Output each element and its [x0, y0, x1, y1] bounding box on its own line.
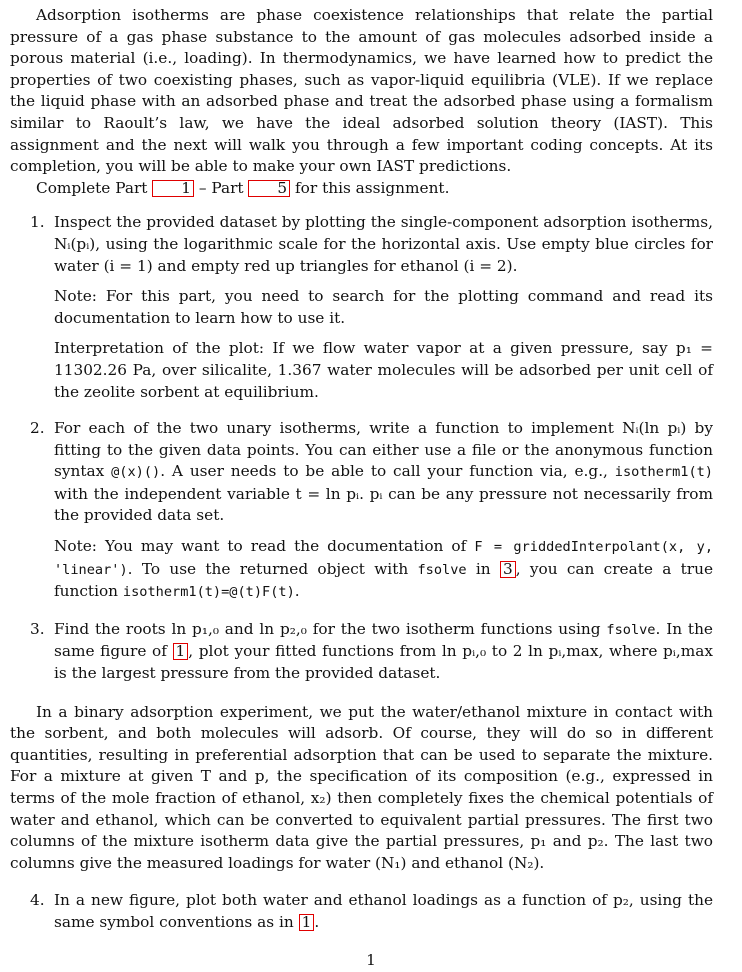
code-isotherm-definition: isotherm1(t)=@(t)F(t)	[122, 584, 295, 601]
binary-paragraph: In a binary adsorption experiment, we put the water/ethanol mixture in contact with the sorbent, and both molecules will adsorb. Of course, they will do so in different quantities, resulting in preferential adsorption that can be used to separate the mixture. For a mixture at given T and p, the specification of its composition (e.g., expressed in terms of the mole fraction of ethanol, x₂) then completely fixes the chemical potentials of water and ethanol, which can be converted to equivalent partial pressures. The first two columns of the mixture isotherm data give the partial pressures, p₁ and p₂. The last two columns give the measured loadings for water (N₁) and ethanol (N₂).	[10, 702, 713, 872]
item-1-interpretation: Interpretation of the plot: If we flow water vapor at a given pressure, say p₁ = 11302.26 Pa, over silicalite, 1.367 water molecules will be adsorbed per unit cell of the zeolite sorbent at equilibrium.	[54, 339, 713, 401]
part-1-link[interactable]: 1	[299, 914, 315, 931]
intro-paragraph: Adsorption isotherms are phase coexistence relationships that relate the partial pressure of a gas phase substance to the amount of gas molecules adsorbed inside a porous material (i.e., loading). In thermodynamics, we have learned how to predict the properties of two coexisting phases, such as vapor-liquid equilibria (VLE). If we replace the liquid phase with an adsorbed phase and treat the adsorbed phase using a formalism similar to Raoult’s law, we have the ideal adsorbed solution theory (IAST). This assignment and the next will walk you through a few important coding concepts. At its completion, you will be able to make your own IAST predictions.	[10, 6, 713, 176]
item-number: 4.	[30, 891, 45, 910]
item-number: 1.	[30, 213, 45, 232]
item-1-note: Note: For this part, you need to search for the plotting command and read its documentation to learn how to use it.	[54, 287, 713, 327]
page-number: 1	[366, 951, 376, 969]
code-anon-function: @(x)()	[111, 464, 161, 481]
code-fsolve: fsolve	[606, 621, 656, 638]
item-1-instruction: Inspect the provided dataset by plotting the single-component adsorption isotherms, Nᵢ(pᵢ), using the logarithmic scale for the horizontal axis. Use empty blue circles for water (i = 1) and empty red up triangles for ethanol (i = 2).	[54, 213, 713, 275]
item-2-instruction: For each of the two unary isotherms, write a function to implement Nᵢ(ln pᵢ) by fitting to the given data points. You can either use a file or the anonymous function syntax @(x)(). A user needs to be able to call your function via, e.g., isotherm1(t) with the independent variable t = ln pᵢ. pᵢ can be any pressure not necessarily from the provided data set.	[54, 419, 713, 525]
code-isotherm-call: isotherm1(t)	[614, 464, 713, 481]
list-item-1	[10, 212, 713, 403]
list-item-4	[10, 890, 713, 933]
document-page	[10, 5, 713, 934]
item-number: 2.	[30, 419, 45, 438]
item-3-instruction: Find the roots ln p₁,₀ and ln p₂,₀ for the two isotherm functions using fsolve. In the same figure of 1 , plot your fitted functions from ln pᵢ,₀ to 2 ln pᵢ,max, where pᵢ,max is the largest pressure from the provided dataset.	[54, 619, 713, 683]
list-item-3	[10, 619, 713, 685]
item-number: 3.	[30, 619, 45, 638]
part-1-link[interactable]: 1	[173, 643, 189, 660]
complete-parts-line: Complete Part 1 – Part 5 for this assignment.	[36, 178, 450, 197]
part-1-link[interactable]: 1	[152, 180, 194, 197]
code-gridded-interpolant: F = griddedInterpolant(x, y, 'linear')	[54, 539, 713, 578]
part-3-link[interactable]: 3	[500, 561, 516, 578]
list-item-2	[10, 418, 713, 604]
item-2-note: Note: You may want to read the documentation of F = griddedInterpolant(x, y, 'linear'). To use the returned object with fsolve in 3 , you can create a true function isotherm1(t)=@(t)F(t).	[54, 537, 713, 601]
part-5-link[interactable]: 5	[248, 180, 290, 197]
code-fsolve: fsolve	[417, 561, 467, 578]
item-4-instruction: In a new figure, plot both water and ethanol loadings as a function of p₂, using the same symbol conventions as in 1 .	[54, 891, 713, 931]
